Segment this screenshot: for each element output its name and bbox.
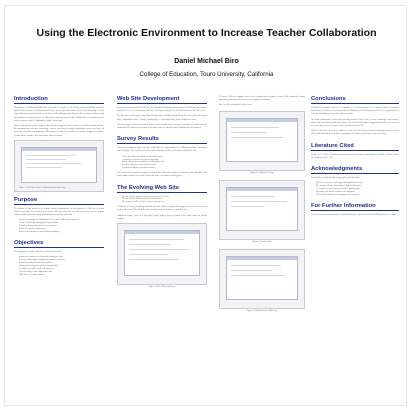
purpose-item: • Evolve the system continuously: [19, 228, 104, 231]
figure-4: [219, 111, 305, 171]
evolving-item: • The site will be maintained by the staff members: [122, 198, 207, 201]
survey-item: • Teachers want access to shared resources: [122, 164, 207, 167]
steps-text: To create a Web site template, open a new Dreamweaver document. Create a table, import the banner and buttons, and insert the layers as the template for all pages.: [219, 96, 305, 102]
figure-1-caption: Figure 1: The Wiki Teacher Collaboration Site Home Page: [19, 186, 66, 189]
objectives-item: • Provide a forum for ideas and questions: [19, 262, 104, 265]
survey-item: • A majority of teachers use the Internet daily: [122, 159, 207, 162]
evolving-list: [117, 196, 207, 205]
web-site-development-heading: Web Site Development: [117, 96, 207, 104]
survey-results-text-2: The teachers also reported a number of barriers that exist when trying to collaborate with colleagues. The most common barriers were lack of time and lack of a common meeting place.: [117, 172, 207, 178]
survey-item: • Teachers would like a discussion forum: [122, 167, 207, 170]
purpose-heading: Purpose: [14, 197, 104, 205]
column-1: [14, 96, 104, 279]
steps-text-2: Save as a file and upload it to the server.: [219, 104, 253, 107]
figure-6: [219, 249, 305, 309]
figure-4-caption: Figure 4: Editing Web Page: [249, 171, 275, 174]
acknowledgment-item: • My wife for her love and support throughout this project: [316, 182, 399, 185]
acknowledgment-item: • Dr. Pamela Redmond for her guidance and expertise: [316, 194, 399, 197]
web-site-development-text: Before the development of the Web site, the principal investigator created a survey to find out what teachers would like to see in a collaborative Web site. This survey was given to all staff members at the school site.: [117, 107, 207, 113]
figure-6-caption: Figure 6: Submit Lesson Plan Page: [246, 309, 278, 312]
further-information-text: If you are interested in learning more about this project, please contact Daniel Michael Biro by e-mail.: [311, 213, 397, 216]
objectives-text: The principal investigator will create a Web site that will:: [14, 250, 62, 253]
evolving-text: A Web site is a living, breathing document. It must continue to grow and change in order to meet the needs of those who use it. The site will evolve as staff members continue to contribute to it.: [117, 206, 207, 212]
acknowledgment-item: • The faculty of Touro University, College of Education: [316, 185, 399, 188]
evolving-text-2: Additional features, such as a blog and a photo gallery, may be added in the future based on teacher feedback.: [117, 214, 207, 220]
survey-results-heading: Survey Results: [117, 136, 207, 144]
column-3: [219, 96, 305, 315]
figure-1: [14, 140, 104, 192]
introduction-text-2: When collaborating, teachers begin to share the knowledge they have acquired over their academic lifetime. By managing their collective knowledge, teachers can create a learning organization system that raises all those who contribute and participate. This project describes the creation of a website designed for teachers to share ideas, resources and lesson plans with one another.: [14, 125, 104, 137]
objectives-item: • Allow teachers to post resources and materials: [19, 265, 104, 268]
literature-cited-heading: Literature Cited: [311, 143, 399, 151]
survey-results-list: [117, 156, 207, 171]
introduction-heading: Introduction: [14, 96, 104, 104]
figure-5-screenshot: [226, 187, 298, 231]
figure-4-screenshot: [226, 118, 298, 162]
conclusions-text: Collaboration among teachers is essential for the development of a strong school community. Unfortunately, teachers are usually isolated within their own classrooms and have few opportunities to share their thinking and expertise with one another.: [311, 107, 399, 116]
poster-affiliation: College of Education, Touro University, California: [139, 71, 274, 78]
figure-1-screenshot: [21, 147, 97, 183]
purpose-item: • Increase the amount of cross-curricular planning: [19, 231, 104, 234]
objectives-item: • Increase the amount of collaboration among the staff: [19, 256, 104, 259]
column-2: [117, 96, 207, 291]
survey-item: • Most of the teachers would use a collaborative site: [122, 161, 207, 164]
purpose-text: The purpose of this project is to increase teacher collaboration by the creation of a Web site in which teachers may share knowledge and resources with each other. The site will be used as a tool to support teachers in the areas of planning and instruction across the curriculum.: [14, 207, 104, 217]
poster-author: Daniel Michael Biro: [174, 58, 239, 65]
acknowledgment-item: • My family and friends for their encouragement: [316, 191, 399, 194]
evolving-item: • The site will be updated as teachers request new features: [122, 196, 207, 199]
acknowledgments-heading: Acknowledgments: [311, 166, 399, 174]
figure-5: [219, 180, 305, 240]
literature-cited-text: Ruffin, N. J. (2002). Collaboration and professional learning communities in schools. Journal of Staff Development, 23(1), 1-15.: [311, 153, 399, 159]
acknowledgment-item: • The teachers at my school site for their participation: [316, 188, 399, 191]
purpose-item: • Create a knowledge management system online: [19, 222, 104, 225]
web-site-development-text-3: The home page of the site provides links to each section. Users can post a question or comment in the forum and other teachers may respond. Resources may be uploaded and downloaded by all members.: [117, 123, 207, 130]
objectives-item: • Track the usage of the collaborative site: [19, 271, 104, 274]
figure-3-screenshot: [124, 230, 200, 276]
survey-results-text: All survey respondents agreed that they would like more opportunities to collaborate and share knowledge with colleagues. The majority of teachers stated that they would use an online collaborative site.: [117, 147, 207, 153]
purpose-item: • Increase the amount of collaboration between the staff teachers members: [19, 219, 104, 222]
purpose-item: • Provide teachers with easy access to resources: [19, 225, 104, 228]
purpose-list: [14, 219, 104, 234]
web-site-development-text-2: The Web site was designed using Adobe Dreamweaver and Macromedia Flash. The site consists of a home page, a discussion forum, a resource sharing page, a lesson plan bank, and a calendar of events.: [117, 115, 207, 121]
figure-3-caption: Figure 3: The Wiki and Forum: [148, 286, 176, 289]
acknowledgments-text: I would like to thank the following people and institutions:: [311, 177, 360, 180]
acknowledgments-list: [311, 182, 399, 197]
evolving-item: • New teachers will be trained on how to use the site: [122, 201, 207, 204]
objectives-heading: Objectives: [14, 240, 104, 248]
conclusions-text-3: When teachers have the tools to collaborate, such as the Web site developed in this project, they are better able to plan instruction, share ideas, and support one another in the daily work of teaching.: [311, 130, 399, 136]
objectives-item: • Help all to overcome isolation: [19, 274, 104, 277]
evolving-web-site-heading: The Evolving Web Site: [117, 185, 207, 193]
objectives-item: • Be easily accessible for all staff members: [19, 268, 104, 271]
survey-item: • All of the teachers would like more collaboration: [122, 156, 207, 159]
figure-6-screenshot: [226, 256, 298, 300]
introduction-text: Teachers are well-educated individuals who hold the majority of the college and credentialing with their practice and profession. In their classrooms they play a vital and central role, but that knowledge is often kept within their own four walls, rarely shared with colleagues. Teaching can be an isolated endeavor, and opportunities to collaborate are few. This project examines how an online collaborative environment can be used to increase teacher collaboration within a school site.: [14, 107, 104, 122]
poster: [4, 5, 407, 406]
objectives-item: • Serve as a knowledge management system for teachers: [19, 259, 104, 262]
poster-title: Using the Electronic Environment to Increase Teacher Collaboration: [36, 27, 377, 39]
figure-5-caption: Figure 5: Forum Page: [252, 240, 272, 243]
figure-3: [117, 223, 207, 285]
conclusions-text-2: An online collaborative environment provides teachers with a place to share knowledge and resources without the constraints of time and location. The results of this project suggest that teachers will use such an environment when it is easy to access and meets their needs.: [311, 118, 399, 128]
further-information-heading: For Further Information: [311, 203, 399, 211]
column-4: [311, 96, 399, 219]
objectives-list: [14, 256, 104, 276]
conclusions-heading: Conclusions: [311, 96, 399, 104]
